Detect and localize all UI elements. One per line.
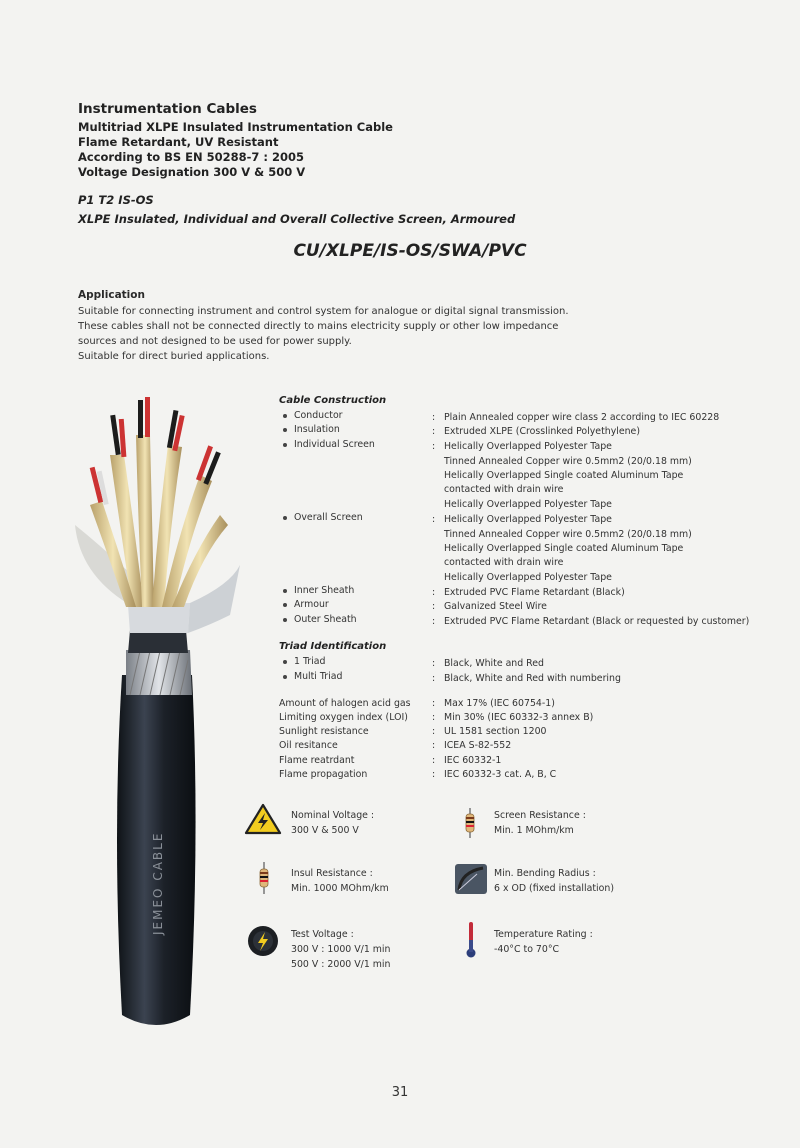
overall-screen-value: contacted with drain wire xyxy=(444,557,564,568)
bending-radius xyxy=(494,866,614,896)
temperature-value: -40°C to 70°C xyxy=(494,944,560,955)
high-voltage-warning-icon xyxy=(244,803,282,835)
page-number: 31 xyxy=(391,1085,409,1100)
colon: : xyxy=(432,616,436,627)
resistor-icon xyxy=(258,862,270,894)
application-title: Application xyxy=(78,289,145,301)
loi-label: Limiting oxygen index (LOI) xyxy=(279,712,408,723)
oil-value: ICEA S-82-552 xyxy=(444,740,512,751)
insul-resistance-value: Min. 1000 MOhm/km xyxy=(291,883,389,894)
insul-resistance-title: Insul Resistance : xyxy=(291,868,373,879)
cable-code: P1 T2 IS-OS xyxy=(78,193,154,207)
application-line: Suitable for direct buried applications. xyxy=(78,351,270,362)
cable-description: XLPE Insulated, Individual and Overall Collective Screen, Armoured xyxy=(78,212,516,226)
temperature-title: Temperature Rating : xyxy=(494,929,593,940)
resistor-icon xyxy=(464,808,476,838)
cable-print: JEMEO CABLE xyxy=(151,831,165,935)
multi-triad-value: Black, White and Red with numbering xyxy=(444,673,621,684)
screen-resistance-value: Min. 1 MOhm/km xyxy=(494,825,574,836)
colon: : xyxy=(432,587,436,598)
construction-code: CU/XLPE/IS-OS/SWA/PVC xyxy=(293,241,527,261)
bending-radius-value: 6 x OD (fixed installation) xyxy=(494,883,614,894)
individual-screen-value: Helically Overlapped Polyester Tape xyxy=(444,499,612,510)
halogen-value: Max 17% (IEC 60754-1) xyxy=(444,698,555,709)
one-triad-label: 1 Triad xyxy=(283,656,325,667)
outer-sheath-label: Outer Sheath xyxy=(283,614,357,625)
flame-retardant-label: Flame reatrdant xyxy=(279,755,355,766)
armour-label: Armour xyxy=(283,599,329,610)
screen-tape-shape xyxy=(128,603,190,633)
colon: : xyxy=(432,726,436,737)
halogen-label: Amount of halogen acid gas xyxy=(279,698,411,709)
flame-propagation-value: IEC 60332-3 cat. A, B, C xyxy=(444,769,557,780)
individual-screen-value: Helically Overlapped Polyester Tape xyxy=(444,441,612,452)
sunlight-value: UL 1581 section 1200 xyxy=(444,726,547,737)
standard: According to BS EN 50288-7 : 2005 xyxy=(78,150,305,164)
colon: : xyxy=(432,601,436,612)
colon: : xyxy=(432,755,436,766)
colon: : xyxy=(432,698,436,709)
bending-radius-title: Min. Bending Radius : xyxy=(494,868,596,879)
colon: : xyxy=(432,740,436,751)
inner-sheath-value: Extruded PVC Flame Retardant (Black) xyxy=(444,587,625,598)
doc-title: Instrumentation Cables xyxy=(78,101,257,117)
insulation-value: Extruded XLPE (Crosslinked Polyethylene) xyxy=(444,426,640,437)
colon: : xyxy=(432,441,436,452)
overall-screen-value: Helically Overlapped Polyester Tape xyxy=(444,514,612,525)
colon: : xyxy=(432,514,436,525)
multi-triad-label: Multi Triad xyxy=(283,671,342,682)
screen-resistance-title: Screen Resistance : xyxy=(494,810,586,821)
colon: : xyxy=(432,426,436,437)
colon: : xyxy=(432,712,436,723)
insulation-label: Insulation xyxy=(283,424,340,435)
individual-screen-value: Helically Overlapped Single coated Aluminum Tape xyxy=(444,470,684,481)
temperature-rating xyxy=(494,927,593,957)
nominal-voltage xyxy=(291,808,374,838)
colon: : xyxy=(432,412,436,423)
insul-resistance xyxy=(291,866,389,896)
bending-radius-icon xyxy=(455,864,487,894)
individual-screen-label: Individual Screen xyxy=(283,439,375,450)
conductor-value: Plain Annealed copper wire class 2 according to IEC 60228 xyxy=(444,412,720,423)
application-line: sources and not designed to be used for power supply. xyxy=(78,336,352,347)
armour-value: Galvanized Steel Wire xyxy=(444,601,547,612)
overall-screen-value: Helically Overlapped Polyester Tape xyxy=(444,572,612,583)
test-voltage-line2: 500 V : 2000 V/1 min xyxy=(291,959,391,970)
test-voltage-title: Test Voltage : xyxy=(291,929,354,940)
voltage-designation: Voltage Designation 300 V & 500 V xyxy=(78,165,306,179)
individual-screen-value: Tinned Annealed Copper wire 0.5mm2 (20/0.18 mm) xyxy=(444,456,692,467)
cable-type: Multitriad XLPE Insulated Instrumentation Cable xyxy=(78,120,393,134)
inner-sheath-label: Inner Sheath xyxy=(283,585,354,596)
flame-propagation-label: Flame propagation xyxy=(279,769,368,780)
colon: : xyxy=(432,658,436,669)
outer-sheath-value: Extruded PVC Flame Retardant (Black or requested by customer) xyxy=(444,616,750,627)
conductor-label: Conductor xyxy=(283,410,343,421)
triad-identification-title: Triad Identification xyxy=(279,641,387,652)
overall-screen-label: Overall Screen xyxy=(283,512,363,523)
application-line: These cables shall not be connected directly to mains electricity supply or other low impedance xyxy=(78,321,559,332)
overall-screen-value: Tinned Annealed Copper wire 0.5mm2 (20/0.18 mm) xyxy=(444,529,692,540)
colon: : xyxy=(432,769,436,780)
loi-value: Min 30% (IEC 60332-3 annex B) xyxy=(444,712,594,723)
test-voltage-line1: 300 V : 1000 V/1 min xyxy=(291,944,391,955)
nominal-voltage-value: 300 V & 500 V xyxy=(291,825,359,836)
colon: : xyxy=(432,673,436,684)
lightning-icon xyxy=(247,925,279,957)
cable-feature: Flame Retardant, UV Resistant xyxy=(78,135,279,149)
inner-sheath-shape xyxy=(128,630,188,653)
cable-construction-title: Cable Construction xyxy=(279,395,387,406)
oil-label: Oil resitance xyxy=(279,740,338,751)
test-voltage xyxy=(291,927,390,972)
individual-screen-value: contacted with drain wire xyxy=(444,484,564,495)
thermometer-icon xyxy=(466,922,476,958)
screen-resistance xyxy=(494,808,586,838)
application-line: Suitable for connecting instrument and control system for analogue or digital signal transmission. xyxy=(78,306,569,317)
one-triad-value: Black, White and Red xyxy=(444,658,544,669)
flame-retardant-value: IEC 60332-1 xyxy=(444,755,502,766)
overall-screen-value: Helically Overlapped Single coated Aluminum Tape xyxy=(444,543,684,554)
nominal-voltage-title: Nominal Voltage : xyxy=(291,810,375,821)
sunlight-label: Sunlight resistance xyxy=(279,726,369,737)
